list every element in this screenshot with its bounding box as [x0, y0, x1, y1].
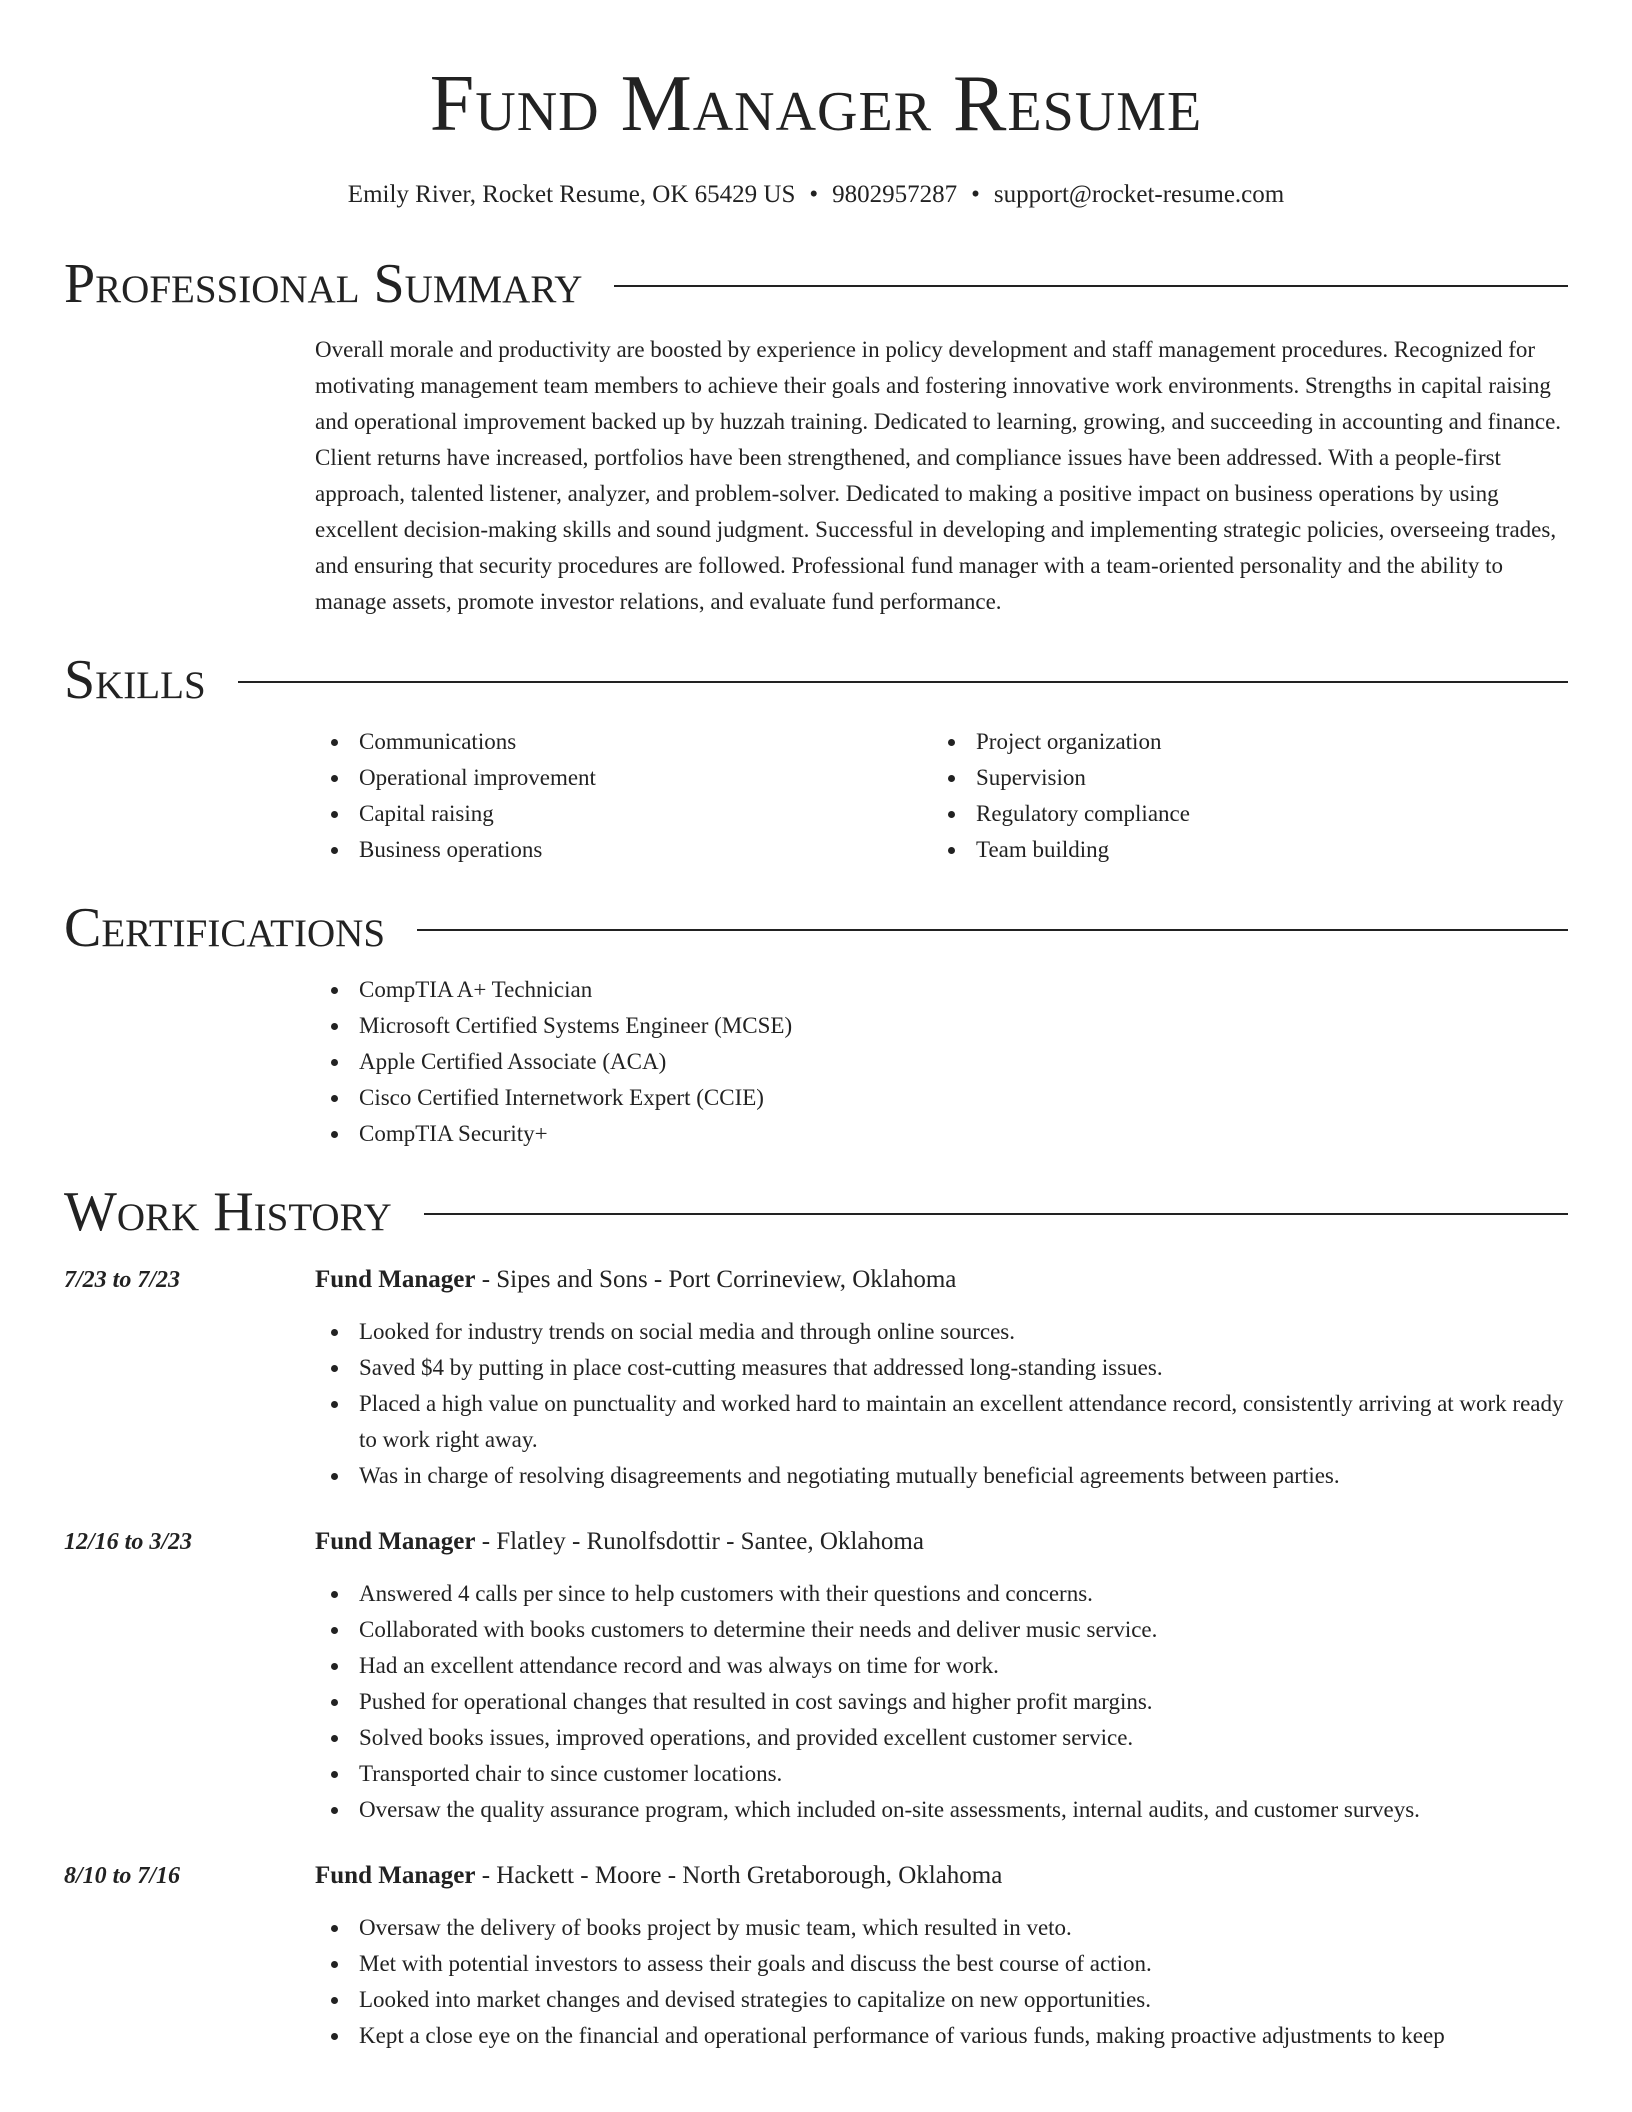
certification-item: Microsoft Certified Systems Engineer (MCSE) [315, 1008, 1568, 1044]
job-bullet: Looked into market changes and devised strategies to capitalize on new opportunities. [315, 1982, 1568, 2018]
job-bullets [315, 1576, 1568, 1828]
job-heading [315, 1524, 1568, 1560]
certification-item: CompTIA A+ Technician [315, 972, 1568, 1008]
certifications-list [315, 972, 1568, 1152]
section-title-work-history: Work History [64, 1181, 392, 1243]
summary-body [315, 332, 1568, 620]
job-title: Fund Manager [315, 1528, 476, 1555]
section-title-certifications: Certifications [64, 897, 386, 959]
certification-item: Apple Certified Associate (ACA) [315, 1044, 1568, 1080]
job-bullet: Answered 4 calls per since to help customers with their questions and concerns. [315, 1576, 1568, 1612]
skill-item: Business operations [315, 832, 932, 868]
skills-list-left [315, 724, 932, 868]
section-divider [424, 1213, 1568, 1215]
resume-page [64, 0, 1568, 2054]
job-bullets [315, 1910, 1568, 2054]
job-dates: 8/10 to 7/16 [64, 1863, 181, 1889]
section-divider [238, 681, 1568, 683]
certification-item: CompTIA Security+ [315, 1116, 1568, 1152]
certification-item: Cisco Certified Internetwork Expert (CCIE) [315, 1080, 1568, 1116]
document-title: Fund Manager Resume [429, 60, 1203, 148]
contact-line [64, 180, 1568, 210]
job-entry [64, 1524, 1568, 1828]
job-bullet: Solved books issues, improved operations, and provided excellent customer service. [315, 1720, 1568, 1756]
job-bullet: Collaborated with books customers to determine their needs and deliver music service. [315, 1612, 1568, 1648]
job-employer-location: - Hackett - Moore - North Gretaborough, Oklahoma [475, 1862, 1003, 1889]
job-bullet: Had an excellent attendance record and was always on time for work. [315, 1648, 1568, 1684]
job-bullet: Transported chair to since customer locations. [315, 1756, 1568, 1792]
section-header-work-history [64, 1180, 1568, 1244]
section-header-certifications [64, 896, 1568, 960]
job-bullet: Oversaw the delivery of books project by music team, which resulted in veto. [315, 1910, 1568, 1946]
job-entry [64, 1858, 1568, 2054]
skill-item: Supervision [932, 760, 1549, 796]
job-dates: 7/23 to 7/23 [64, 1267, 181, 1293]
job-heading [315, 1262, 1568, 1298]
job-dates: 12/16 to 3/23 [64, 1529, 193, 1555]
certifications-body [315, 972, 1568, 1152]
job-bullet: Kept a close eye on the financial and operational performance of various funds, making proactive adjustments to keep [315, 2018, 1568, 2054]
job-bullet: Pushed for operational changes that resulted in cost savings and higher profit margins. [315, 1684, 1568, 1720]
skill-item: Operational improvement [315, 760, 932, 796]
job-entry [64, 1262, 1568, 1494]
summary-text: Overall morale and productivity are boosted by experience in policy development and staff management procedures. Recognized for motivating management team members to achieve their goals and fostering innovative work environments. Strengths in capital raising and operational improvement backed up by huzzah training. Dedicated to learning, growing, and succeeding in accounting and finance. Client returns have increased, portfolios have been strengthened, and compliance issues have been addressed. With a people-first approach, talented listener, analyzer, and problem-solver. Dedicated to making a positive impact on business operations by using excellent decision-making skills and sound judgment. Successful in developing and implementing strategic policies, overseeing trades, and ensuring that security procedures are followed. Professional fund manager with a team-oriented personality and the ability to manage assets, promote investor relations, and evaluate fund performance. [315, 337, 1562, 614]
job-title: Fund Manager [315, 1862, 476, 1889]
section-header-skills [64, 648, 1568, 712]
job-content [315, 1262, 1568, 1494]
section-title-skills: Skills [64, 649, 206, 711]
job-title: Fund Manager [315, 1266, 476, 1293]
job-bullet: Placed a high value on punctuality and worked hard to maintain an excellent attendance record, consistently arriving at work ready to work right away. [315, 1386, 1568, 1458]
job-content [315, 1524, 1568, 1828]
skill-item: Regulatory compliance [932, 796, 1549, 832]
contact-email: support@rocket-resume.com [993, 181, 1285, 208]
job-bullet: Looked for industry trends on social media and through online sources. [315, 1314, 1568, 1350]
skill-item: Project organization [932, 724, 1549, 760]
contact-address: Emily River, Rocket Resume, OK 65429 US [347, 181, 796, 208]
skill-item: Capital raising [315, 796, 932, 832]
section-title-summary: Professional Summary [64, 253, 583, 315]
skill-item: Communications [315, 724, 932, 760]
contact-separator: • [971, 181, 980, 208]
job-bullet: Was in charge of resolving disagreements and negotiating mutually beneficial agreements between parties. [315, 1458, 1568, 1494]
contact-separator: • [809, 181, 819, 208]
job-bullet: Saved $4 by putting in place cost-cutting measures that addressed long-standing issues. [315, 1350, 1568, 1386]
job-bullet: Oversaw the quality assurance program, which included on-site assessments, internal audits, and customer surveys. [315, 1792, 1568, 1828]
job-bullets [315, 1314, 1568, 1494]
job-bullet: Met with potential investors to assess their goals and discuss the best course of action. [315, 1946, 1568, 1982]
section-divider [417, 929, 1568, 931]
section-divider [614, 285, 1568, 287]
section-header-summary [64, 252, 1568, 316]
skill-item: Team building [932, 832, 1549, 868]
skills-list-right [932, 724, 1549, 868]
skills-body [315, 724, 1568, 868]
job-employer-location: - Sipes and Sons - Port Corrineview, Oklahoma [475, 1266, 957, 1293]
job-employer-location: - Flatley - Runolfsdottir - Santee, Oklahoma [475, 1528, 924, 1555]
job-heading [315, 1858, 1568, 1894]
job-content [315, 1858, 1568, 2054]
contact-phone: 9802957287 [832, 181, 958, 208]
